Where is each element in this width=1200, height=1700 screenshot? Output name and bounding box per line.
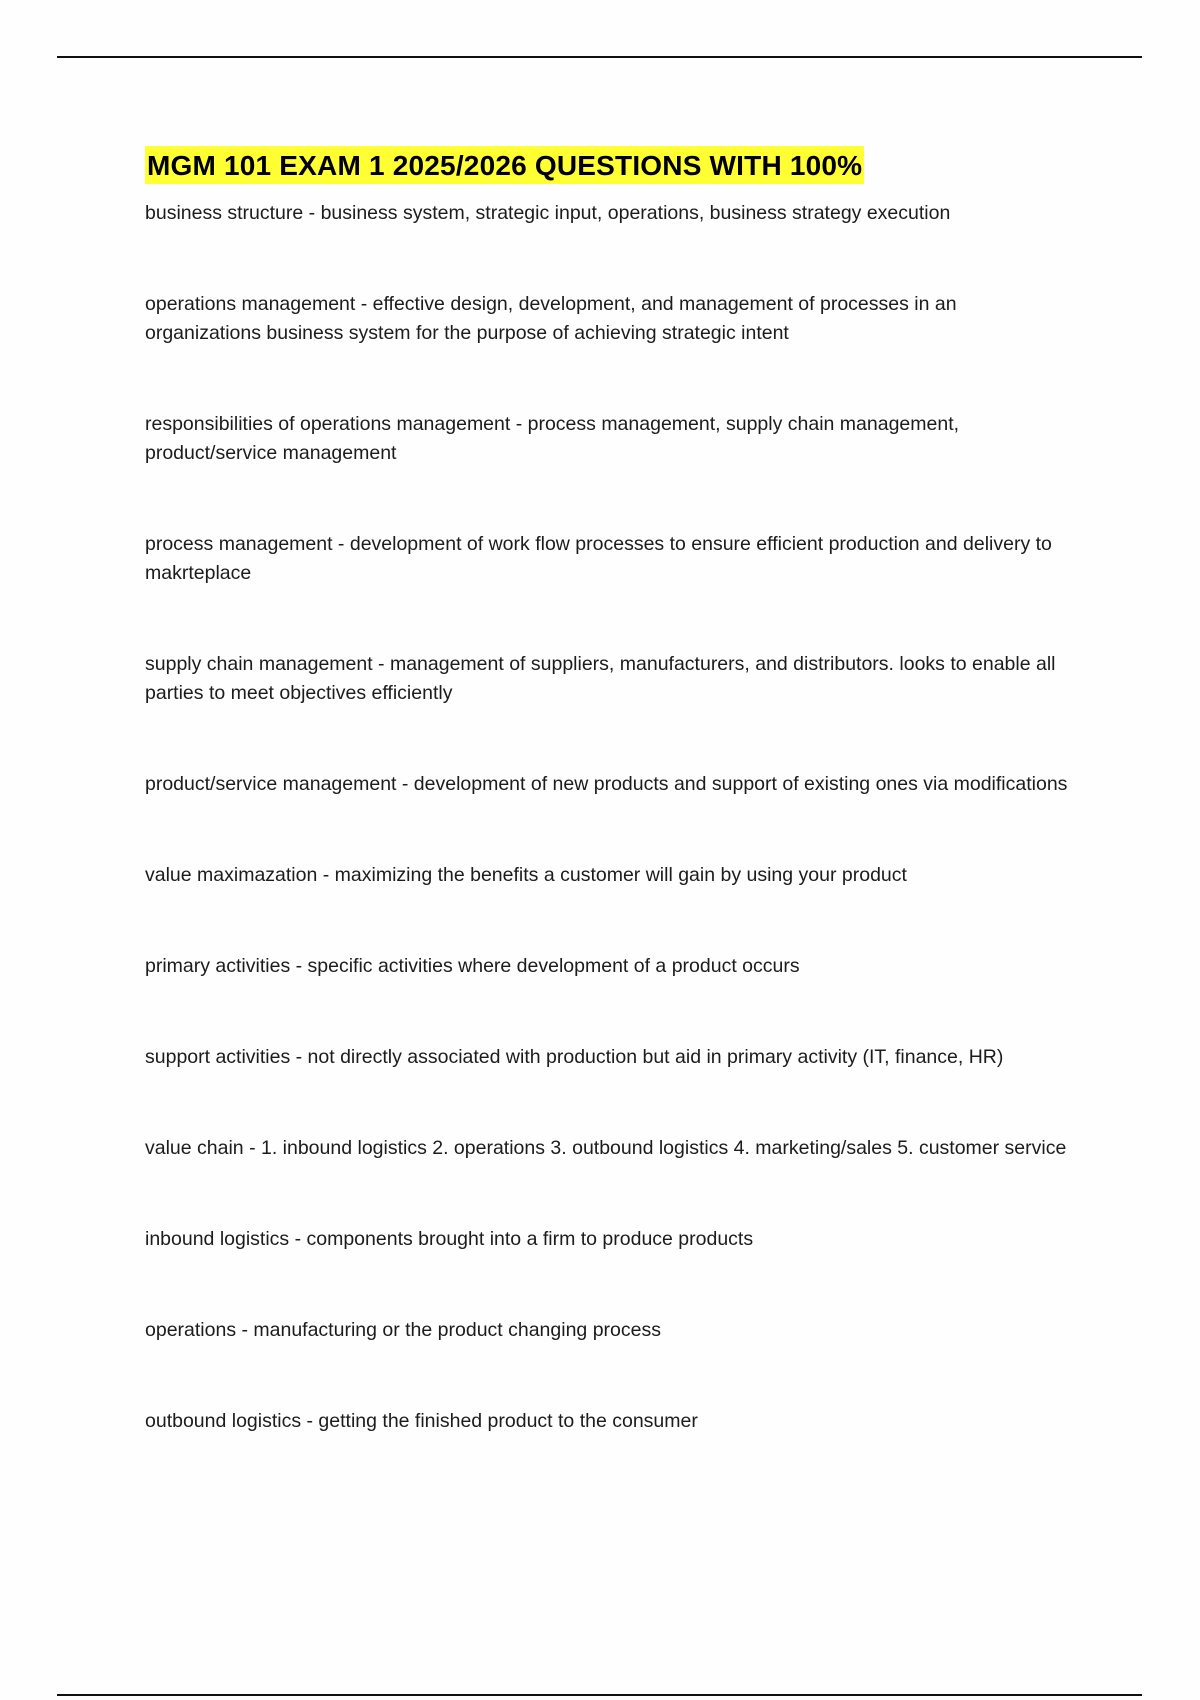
- page-title: MGM 101 EXAM 1 2025/2026 QUESTIONS WITH 100%: [145, 146, 864, 184]
- term-entry: product/service management - development of new products and support of existing ones via modifications: [145, 773, 1068, 795]
- document-body: [145, 146, 1075, 1436]
- term-entry: process management - development of work flow processes to ensure efficient production and delivery to makrteplace: [145, 533, 1052, 584]
- footer-rule: [57, 1694, 1142, 1696]
- term-entry: responsibilities of operations management - process management, supply chain management, product/service management: [145, 413, 960, 464]
- term-entry: business structure - business system, strategic input, operations, business strategy execution: [145, 202, 951, 224]
- term-entry: value maximazation - maximizing the benefits a customer will gain by using your product: [145, 864, 907, 886]
- term-entry: support activities - not directly associated with production but aid in primary activity (IT, finance, HR): [145, 1046, 1004, 1068]
- term-entry: operations management - effective design, development, and management of processes in an organizations business system for the purpose of achieving strategic intent: [145, 293, 957, 344]
- term-entry: operations - manufacturing or the product changing process: [145, 1319, 661, 1341]
- term-list: [145, 199, 1075, 1436]
- term-entry: value chain - 1. inbound logistics 2. operations 3. outbound logistics 4. marketing/sales 5. customer service: [145, 1137, 1067, 1159]
- term-entry: inbound logistics - components brought into a firm to produce products: [145, 1228, 754, 1250]
- term-entry: supply chain management - management of suppliers, manufacturers, and distributors. looks to enable all parties to meet objectives efficiently: [145, 653, 1056, 704]
- term-entry: primary activities - specific activities where development of a product occurs: [145, 955, 800, 977]
- header-rule: [57, 56, 1142, 58]
- term-entry: outbound logistics - getting the finished product to the consumer: [145, 1410, 698, 1432]
